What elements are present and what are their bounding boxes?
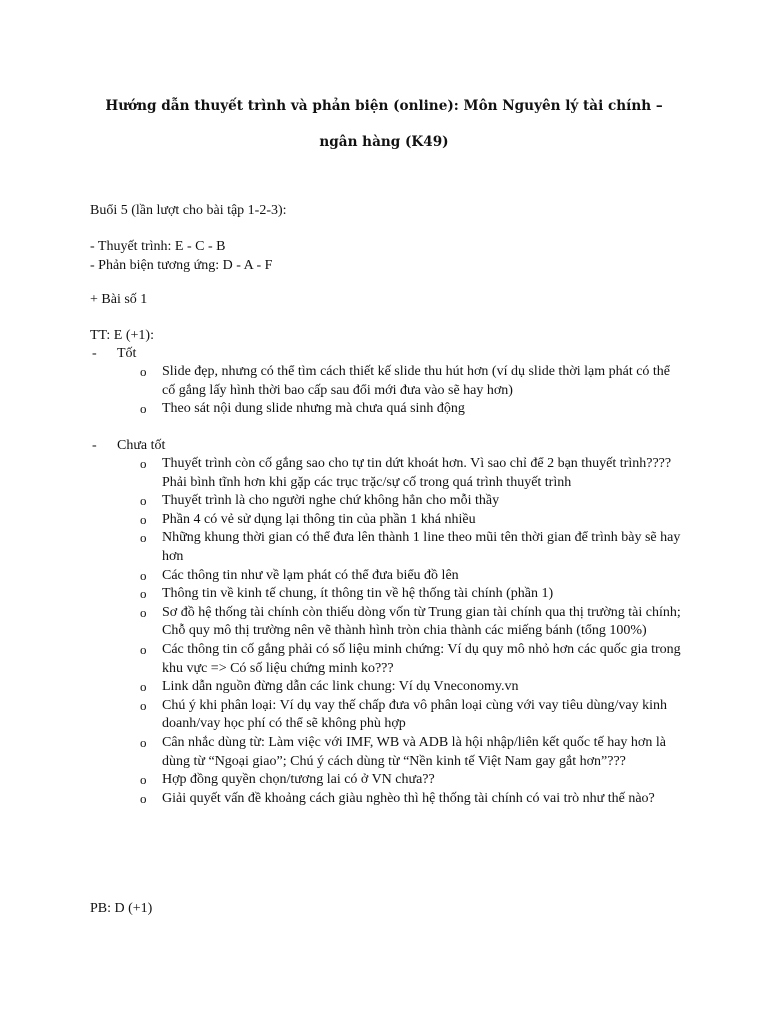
circle-bullet-icon: o — [140, 586, 147, 602]
notgood-label: Chưa tốt — [117, 438, 166, 453]
list-item: o Thuyết trình còn cố gắng sao cho tự tin dứt khoát hơn. Vì sao chỉ để 2 bạn thuyết trình???? Phải bình tĩnh hơn khi gặp các trục trặc/sự cố trong quá trình thuyết trình — [140, 456, 672, 490]
circle-bullet-icon: o — [140, 401, 147, 417]
session-heading: Buổi 5 (lần lượt cho bài tập 1-2-3): — [90, 203, 287, 218]
list-item: o Giải quyết vấn đề khoảng cách giàu nghèo thì hệ thống tài chính có vai trò như thế nào? — [140, 790, 685, 809]
circle-bullet-icon: o — [140, 567, 147, 583]
circle-bullet-icon: o — [140, 641, 147, 657]
circle-bullet-icon: o — [140, 364, 147, 379]
document-title — [90, 88, 678, 160]
list-item: o Slide đẹp, nhưng có thể tìm cách thiết kế slide thu hút hơn (ví dụ slide thời lạm phát có thể cố gắng lấy hình thời bao cấp sau đổi mới đưa vào sẽ hay hơn) — [140, 364, 671, 398]
exercise-heading: + Bài số 1 — [90, 292, 148, 307]
circle-bullet-icon: o — [140, 772, 147, 788]
good-list — [140, 363, 685, 419]
list-item: o Các thông tin như về lạm phát có thể đưa biểu đồ lên — [140, 567, 685, 586]
presenter-score: TT: E (+1): — [90, 328, 154, 343]
list-item: o Cân nhắc dùng từ: Làm việc với IMF, WB và ADB là hội nhập/liên kết quốc tế hay hơn là dùng từ “Ngoại giao”; Chú ý cách dùng từ “Nền kinh tế Việt Nam gay gắt hơn”??? — [140, 734, 666, 769]
circle-bullet-icon: o — [140, 734, 147, 750]
list-item: o Thuyết trình là cho người nghe chứ không hẳn cho mỗi thầy — [140, 492, 685, 511]
notgood-list — [140, 455, 685, 808]
dash-mark: - — [92, 438, 97, 453]
list-item: o Thông tin về kinh tế chung, ít thông tin về hệ thống tài chính (phần 1) — [140, 585, 685, 604]
circle-bullet-icon: o — [140, 511, 147, 527]
circle-bullet-icon: o — [140, 604, 147, 620]
critic-score: PB: D (+1) — [90, 901, 153, 916]
list-item: o Các thông tin cố gắng phải có số liệu minh chứng: Ví dụ quy mô nhỏ hơn các quốc gia trong khu vực => Có số liệu chứng minh ko??? — [140, 641, 681, 676]
circle-bullet-icon: o — [140, 456, 147, 471]
presenters-line: - Thuyết trình: E - C - B — [90, 239, 226, 254]
title-line-1: Hướng dẫn thuyết trình và phản biện (online): Môn Nguyên lý tài chính – — [105, 98, 663, 114]
critics-line: - Phản biện tương ứng: D - A - F — [90, 258, 273, 273]
list-item: o Chú ý khi phân loại: Ví dụ vay thế chấp đưa vô phân loại cùng với vay tiêu dùng/vay kinh doanh/vay học phí có thể sẽ không phù hợp — [140, 697, 668, 732]
list-item: o Theo sát nội dung slide nhưng mà chưa quá sinh động — [140, 400, 685, 419]
good-label: Tốt — [117, 346, 137, 361]
circle-bullet-icon: o — [140, 530, 147, 546]
circle-bullet-icon: o — [140, 790, 147, 806]
list-item: o Phần 4 có vẻ sử dụng lại thông tin của phần 1 khá nhiều — [140, 511, 685, 530]
list-item: o Sơ đồ hệ thống tài chính còn thiếu dòng vốn từ Trung gian tài chính qua thị trường tài chính; Chỗ quy mô thị trường nên vẽ thành hình tròn chia thành các miếng bánh (tổng 100%) — [140, 604, 681, 639]
circle-bullet-icon: o — [140, 679, 147, 695]
circle-bullet-icon: o — [140, 697, 147, 713]
title-line-2: ngân hàng (K49) — [319, 134, 449, 150]
list-item: o Những khung thời gian có thể đưa lên thành 1 line theo mũi tên thời gian để trình bày sẽ hay hơn — [140, 530, 681, 564]
circle-bullet-icon: o — [140, 493, 147, 509]
list-item: o Hợp đồng quyền chọn/tương lai có ở VN chưa?? — [140, 771, 685, 790]
dash-mark: - — [92, 346, 97, 361]
list-item: o Link dẫn nguồn đừng dẫn các link chung: Ví dụ Vneconomy.vn — [140, 678, 685, 697]
